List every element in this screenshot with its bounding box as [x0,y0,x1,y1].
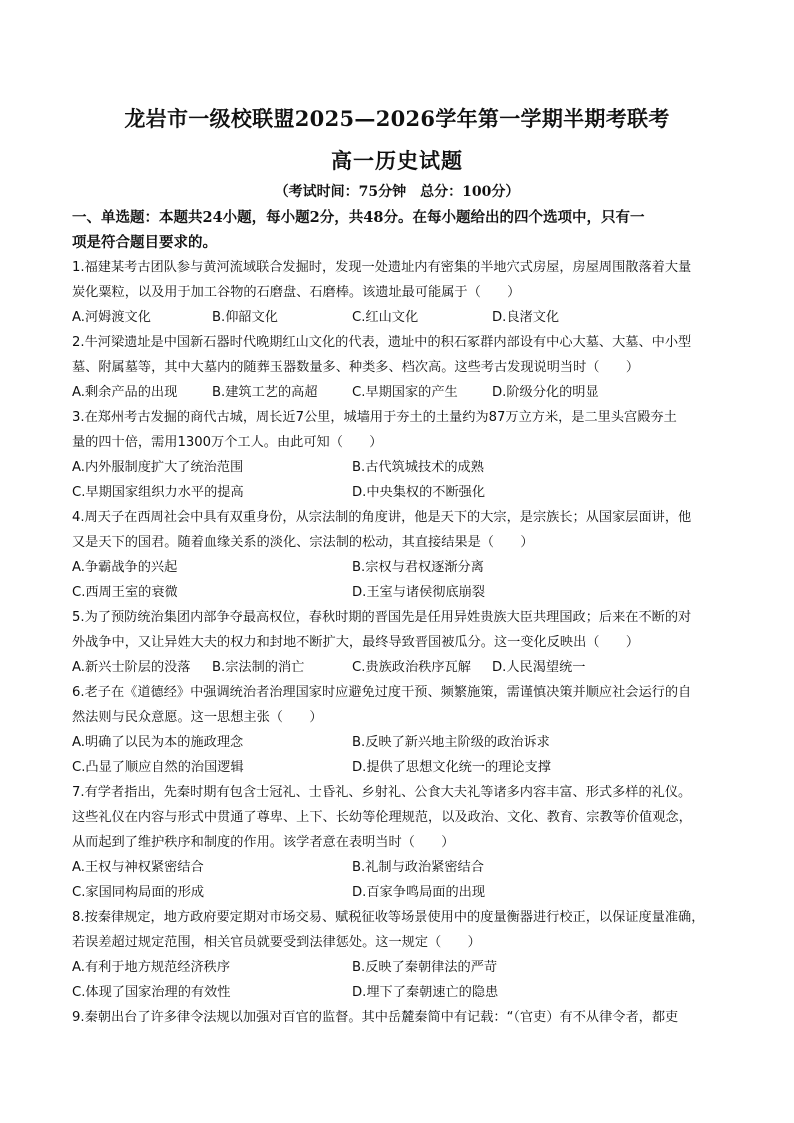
question-2-stem-line1: 2.牛河梁遗址是中国新石器时代晚期红山文化的代表，遗址中的积石冢群内部设有中心大墓、大墓、中小型 [72,335,692,350]
question-9-stem-line1: 9.秦朝出台了许多律令法规以加强对百官的监督。其中岳麓秦简中有记载：“（官吏）有不从律令者，都吏 [72,1010,679,1025]
question-6-option-a: A.明确了以民为本的施政理念 [72,735,244,750]
question-6-option-c: C.凸显了顺应自然的治国逻辑 [72,760,244,775]
question-4-option-a: A.争霸战争的兴起 [72,560,178,575]
question-2-option-a: A.剩余产品的出现 [72,385,178,400]
question-7-option-c: C.家国同构局面的形成 [72,885,205,900]
question-6-stem-line1: 6.老子在《道德经》中强调统治者治理国家时应避免过度干预、频繁施策，需谨慎决策并顺应社会运行的自 [72,685,692,700]
question-1-option-b: B.仰韶文化 [212,310,278,325]
question-4-option-d: D.王室与诸侯彻底崩裂 [352,585,486,600]
question-3-options-row1 [72,455,732,480]
question-6-stem-line2: 然法则与民众意愿。这一思想主张（ ） [72,710,323,725]
section-heading-line1: 一、单选题：本题共24小题，每小题2分，共48分。在每小题给出的四个选项中，只有一 [72,209,645,226]
question-1-stem-line2: 炭化粟粒，以及用于加工谷物的石磨盘、石磨棒。该遗址最可能属于（ ） [72,285,521,300]
question-8-option-c: C.体现了国家治理的有效性 [72,985,231,1000]
question-1-stem-line1: 1.福建某考古团队参与黄河流域联合发掘时，发现一处遗址内有密集的半地穴式房屋，房屋周围散落着大量 [72,260,692,275]
question-3-stem-line1: 3.在郑州考古发掘的商代古城，周长近7公里，城墙用于夯土的土量约为87万立方米，是二里头宫殿夯土 [72,410,677,425]
question-6-option-b: B.反映了新兴地主阶级的政治诉求 [352,735,550,750]
question-4-options-row1 [72,555,732,580]
question-3-option-a: A.内外服制度扩大了统治范围 [72,460,244,475]
exam-info: （考试时间：75分钟 总分：100分） [274,184,520,200]
question-5-stem-line1: 5.为了预防统治集团内部争夺最高权位，春秋时期的晋国先是任用异姓贵族大臣共理国政；后来在不断的对 [72,610,692,625]
question-8-option-a: A.有利于地方规范经济秩序 [72,960,231,975]
question-7-option-d: D.百家争鸣局面的出现 [352,885,486,900]
question-8-options-row2 [72,980,732,1005]
question-1-options [72,305,732,330]
question-2-option-c: C.早期国家的产生 [352,385,458,400]
question-1-option-d: D.良渚文化 [492,310,560,325]
question-3-option-d: D.中央集权的不断强化 [352,485,486,500]
question-7-options-row1 [72,855,732,880]
question-2-option-d: D.阶级分化的明显 [492,385,599,400]
question-1-option-a: A.河姆渡文化 [72,310,151,325]
question-4-stem-line1: 4.周天子在西周社会中具有双重身份，从宗法制的角度讲，他是天下的大宗，是宗族长；从国家层面讲，他 [72,510,692,525]
question-4-options-row2 [72,580,732,605]
question-2-stem-line2: 墓、附属墓等，其中大墓内的随葬玉器数量多、种类多、档次高。这些考古发现说明当时（ ） [72,360,640,375]
question-7-stem-line2: 这些礼仪在内容与形式中贯通了尊卑、上下、长幼等伦理规范，以及政治、文化、教育、宗教等价值观念， [72,810,692,825]
question-6-option-d: D.提供了思想文化统一的理论支撑 [352,760,551,775]
question-7-option-b: B.礼制与政治紧密结合 [352,860,484,875]
question-8-options-row1 [72,955,732,980]
question-8-stem-line2: 若误差超过规定范围，相关官员就要受到法律惩处。这一规定（ ） [72,935,481,950]
question-5-options [72,655,732,680]
exam-subtitle: 高一历史试题 [331,148,463,173]
question-8-option-d: D.埋下了秦朝速亡的隐患 [352,985,499,1000]
question-5-option-b: B.宗法制的消亡 [212,660,305,675]
question-7-options-row2 [72,880,732,905]
question-3-option-b: B.古代筑城技术的成熟 [352,460,484,475]
question-3-option-c: C.早期国家组织力水平的提高 [72,485,244,500]
question-6-options-row1 [72,730,732,755]
question-5-option-a: A.新兴士阶层的没落 [72,660,191,675]
question-4-stem-line2: 又是天下的国君。随着血缘关系的淡化、宗法制的松动，其直接结果是（ ） [72,535,534,550]
question-5-option-c: C.贵族政治秩序瓦解 [352,660,471,675]
question-4-option-c: C.西周王室的衰微 [72,585,178,600]
question-8-stem-line1: 8.按秦律规定，地方政府要定期对市场交易、赋税征收等场景使用中的度量衡器进行校正，以保证度量准确， [72,910,705,925]
question-2-options [72,380,732,405]
question-5-option-d: D.人民渴望统一 [492,660,586,675]
question-7-stem-line3: 从而起到了维护秩序和制度的作用。该学者意在表明当时（ ） [72,835,455,850]
question-1-option-c: C.红山文化 [352,310,419,325]
question-3-stem-line2: 量的四十倍，需用1300万个工人。由此可知（ ） [72,435,383,450]
section-heading-line2: 项是符合题目要求的。 [72,234,217,251]
question-4-option-b: B.宗权与君权逐渐分离 [352,560,484,575]
question-6-options-row2 [72,755,732,780]
question-5-stem-line2: 外战争中，又让异姓大夫的权力和封地不断扩大，最终导致晋国被瓜分。这一变化反映出（ ） [72,635,640,650]
question-3-options-row2 [72,480,732,505]
question-2-option-b: B.建筑工艺的高超 [212,385,318,400]
question-7-option-a: A.王权与神权紧密结合 [72,860,204,875]
question-8-option-b: B.反映了秦朝律法的严苛 [352,960,498,975]
question-7-stem-line1: 7.有学者指出，先秦时期有包含士冠礼、士昏礼、乡射礼、公食大夫礼等诸多内容丰富、形式多样的礼仪。 [72,785,692,800]
exam-title: 龙岩市一级校联盟2025—2026学年第一学期半期考联考 [124,106,670,131]
